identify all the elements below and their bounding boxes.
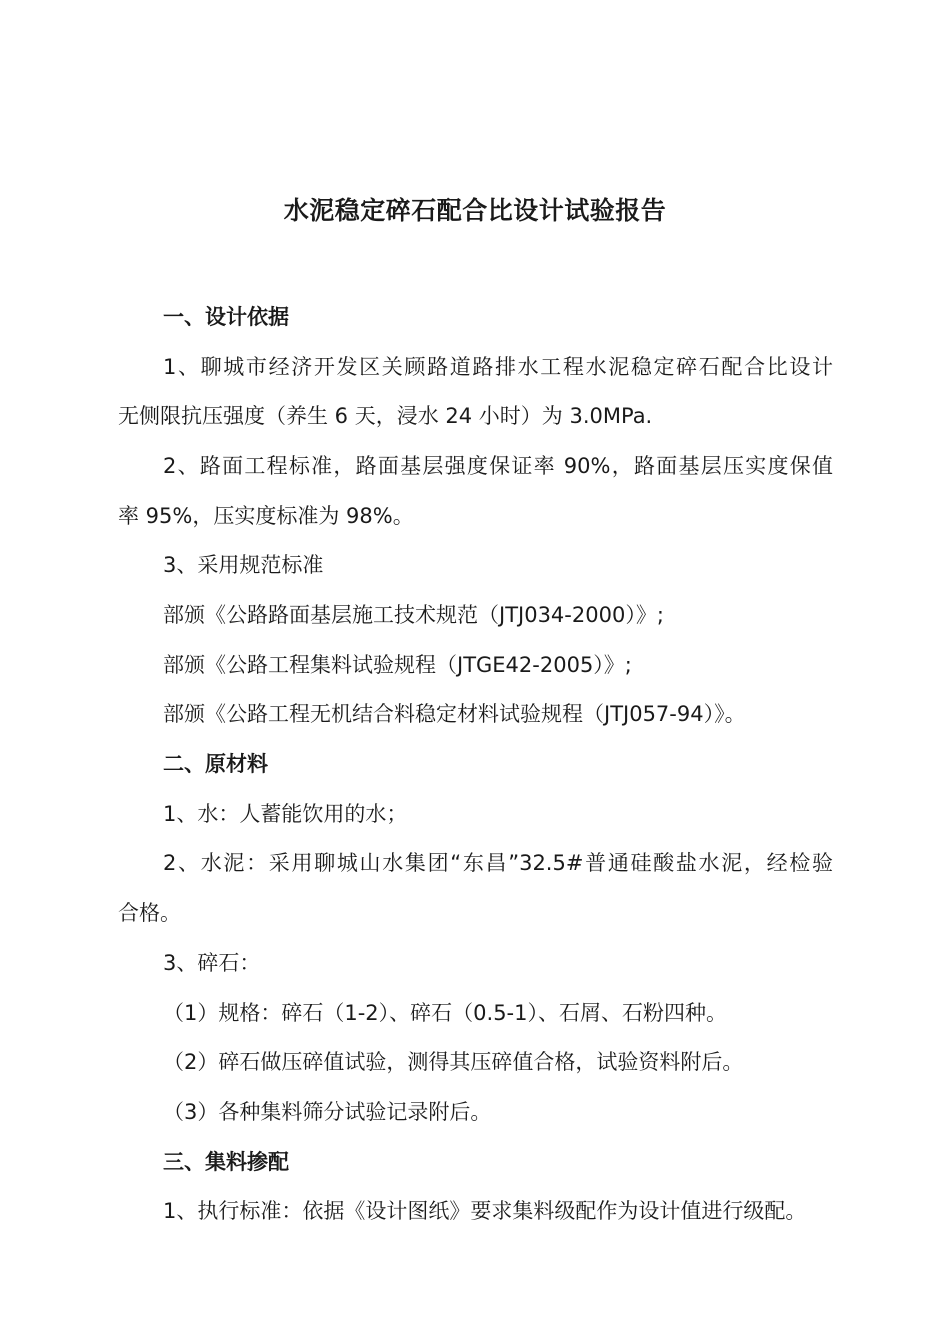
paragraph-line: 3、碎石： [163,951,261,975]
paragraph-line: 1、执行标准：依据《设计图纸》要求集料级配作为设计值进行级配。 [163,1199,807,1223]
sub-item: （3）各种集料筛分试验记录附后。 [163,1100,492,1124]
paragraph-line: 无侧限抗压强度（养生 6 天，浸水 24 小时）为 3.0MPa. [118,404,653,428]
section-heading-design-basis: 一、设计依据 [163,305,289,329]
sub-item: （1）规格：碎石（1-2）、碎石（0.5-1）、石屑、石粉四种。 [163,1001,727,1025]
paragraph-line: 合格。 [118,901,181,925]
spec-reference: 部颁《公路工程集料试验规程（JTGE42-2005）》; [163,653,632,677]
paragraph-line: 2、水泥：采用聊城山水集团“东昌”32.5#普通硅酸盐水泥，经检验 [163,851,833,875]
section-heading-aggregate-blending: 三、集料掺配 [163,1150,289,1174]
paragraph-line: 1、水：人蓄能饮用的水； [163,802,408,826]
section-heading-raw-materials: 二、原材料 [163,752,268,776]
document-title: 水泥稳定碎石配合比设计试验报告 [283,196,667,225]
spec-reference: 部颁《公路工程无机结合料稳定材料试验规程（JTJ057-94）》。 [163,702,746,726]
paragraph-line: 率 95%，压实度标准为 98%。 [118,504,414,528]
spec-reference: 部颁《公路路面基层施工技术规范（JTJ034-2000）》; [163,603,664,627]
paragraph-line: 3、采用规范标准 [163,553,324,577]
paragraph-line: 2、路面工程标准，路面基层强度保证率 90%，路面基层压实度保值 [163,454,833,478]
paragraph-line: 1、聊城市经济开发区关顾路道路排水工程水泥稳定碎石配合比设计 [163,355,833,379]
sub-item: （2）碎石做压碎值试验，测得其压碎值合格，试验资料附后。 [163,1050,744,1074]
